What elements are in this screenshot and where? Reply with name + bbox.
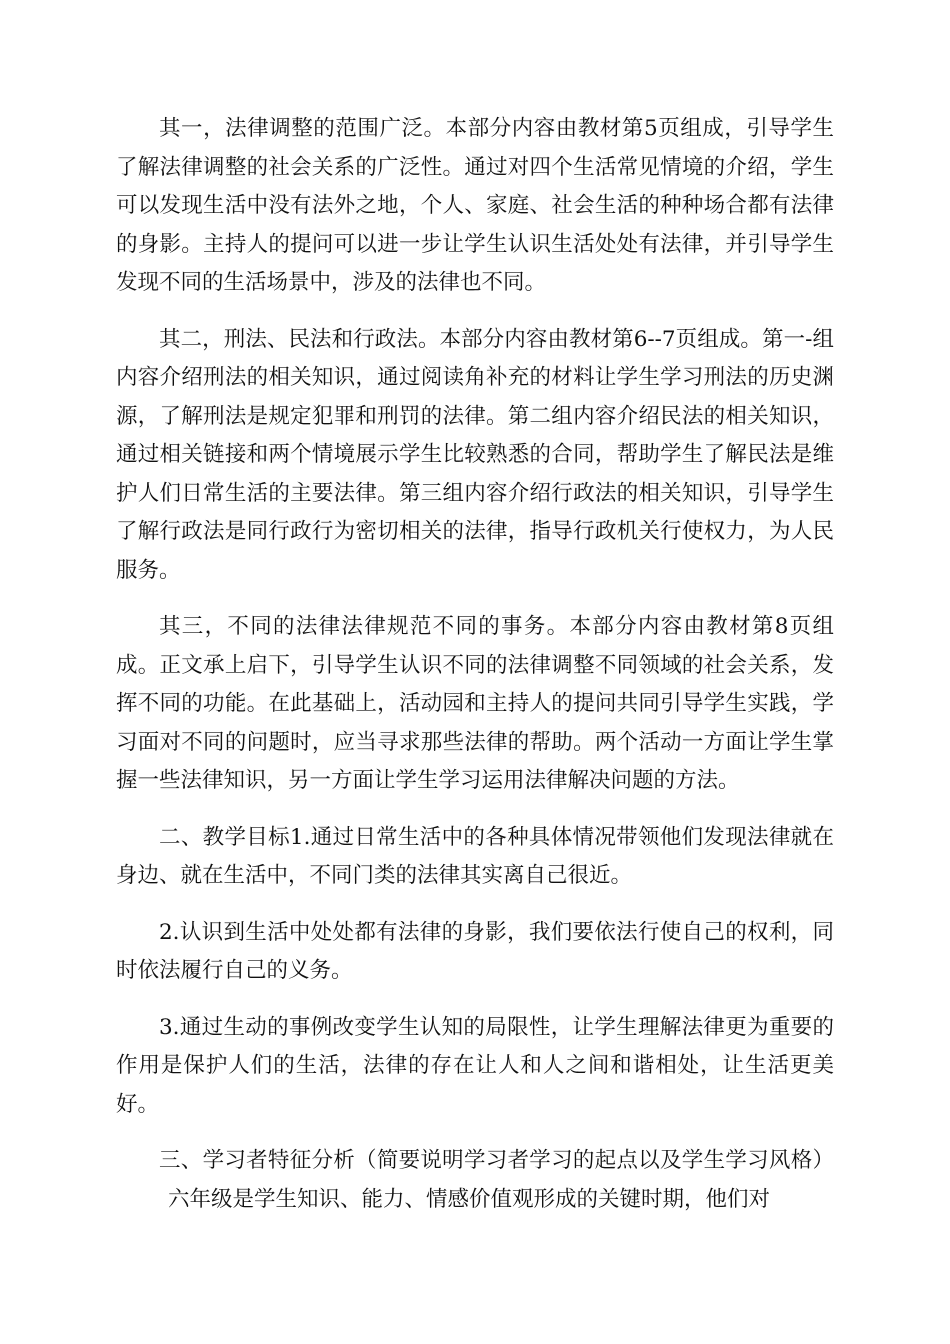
- paragraph-learner-analysis: [116, 1142, 834, 1219]
- paragraph-teaching-goal-3: 3.通过生动的事例改变学生认知的局限性，让学生理解法律更为重要的作用是保护人们的生活，法律的存在让人和人之间和谐相处，让生活更美好。: [116, 1014, 834, 1117]
- learner-analysis-heading: 三、学习者特征分析（简要说明学习者学习的起点以及学生学习风格）: [159, 1148, 834, 1173]
- document-body: [116, 110, 834, 1237]
- paragraph-scope-of-law: 其一，法律调整的范围广泛。本部分内容由教材第5页组成，引导学生了解法律调整的社会关系的广泛性。通过对四个生活常见情境的介绍，学生可以发现生活中没有法外之地，个人、家庭、社会生活的种种场合都有法律的身影。主持人的提问可以进一步让学生认识生活处处有法律，并引导学生发现不同的生活场景中，涉及的法律也不同。: [116, 116, 834, 295]
- paragraph-different-laws: 其三，不同的法律法律规范不同的事务。本部分内容由教材第8页组成。正文承上启下，引导学生认识不同的法律调整不同领域的社会关系，发挥不同的功能。在此基础上，活动园和主持人的提问共同引导学生实践，学习面对不同的问题时，应当寻求那些法律的帮助。两个活动一方面让学生掌握一些法律知识，另一方面让学生学习运用法律解决问题的方法。: [116, 614, 834, 793]
- learner-analysis-text: 六年级是学生知识、能力、情感价值观形成的关键时期，他们对: [168, 1186, 771, 1212]
- paragraph-teaching-goal-2: 2.认识到生活中处处都有法律的身影，我们要依法行使自己的权利，同时依法履行自己的义务。: [116, 919, 834, 983]
- paragraph-teaching-goal-1: 二、教学目标1.通过日常生活中的各种具体情况带领他们发现法律就在身边、就在生活中，不同门类的法律其实离自己很近。: [116, 824, 834, 888]
- paragraph-criminal-civil-administrative-law: 其二，刑法、民法和行政法。本部分内容由教材第6--7页组成。第一-组内容介绍刑法的相关知识，通过阅读角补充的材料让学生学习刑法的历史渊源，了解刑法是规定犯罪和刑罚的法律。第二组内容介绍民法的相关知识，通过相关链接和两个情境展示学生比较熟悉的合同，帮助学生了解民法是维护人们日常生活的主要法律。第三组内容介绍行政法的相关知识，引导学生了解行政法是同行政行为密切相关的法律，指导行政机关行使权力，为人民服务。: [116, 326, 834, 583]
